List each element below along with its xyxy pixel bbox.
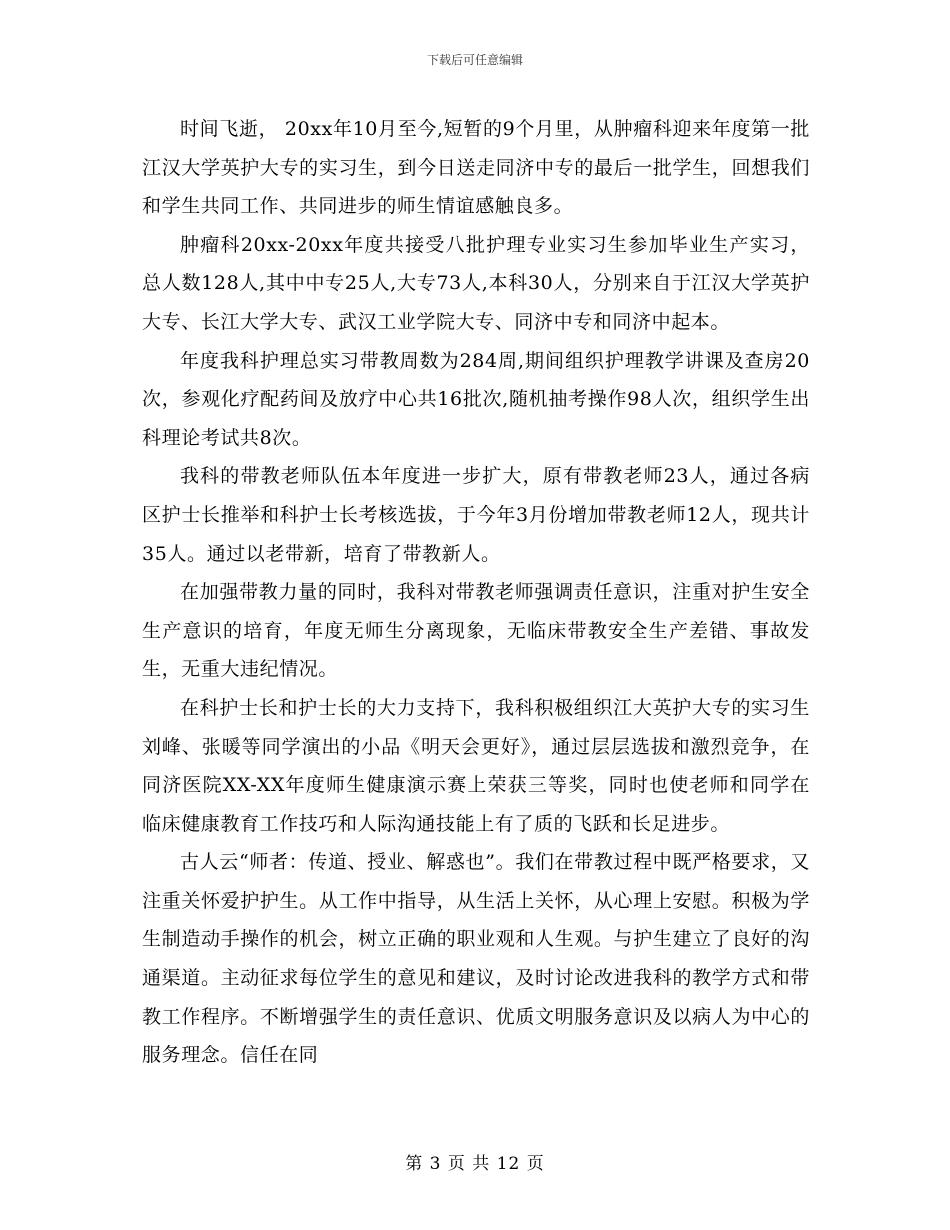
paragraph: 肿瘤科20xx-20xx年度共接受八批护理专业实习生参加毕业生产实习，总人数128人,其中中专25人,大专73人,本科30人，分别来自于江汉大学英护大专、长江大学大专、武汉工业学院大专、同济中专和同济中起本。 — [142, 233, 810, 333]
paragraph: 在科护士长和护士长的大力支持下，我科积极组织江大英护大专的实习生刘峰、张暖等同学演出的小品《明天会更好》，通过层层选拔和激烈竞争，在同济医院XX-XX年度师生健康演示赛上荣获三等奖，同时也使老师和同学在临床健康教育工作技巧和人际沟通技能上有了质的飞跃和长足进步。 — [142, 696, 810, 835]
paragraph: 在加强带教力量的同时，我科对带教老师强调责任意识，注重对护生安全生产意识的培育，年度无师生分离现象，无临床带教安全生产差错、事故发生，无重大违纪情况。 — [142, 581, 810, 681]
page-header-note: 下载后可任意编辑 — [426, 53, 523, 67]
paragraph: 年度我科护理总实习带教周数为284周,期间组织护理教学讲课及查房20次，参观化疗配药间及放疗中心共16批次,随机抽考操作98人次，组织学生出科理论考试共8次。 — [142, 349, 810, 449]
paragraph: 我科的带教老师队伍本年度进一步扩大，原有带教老师23人，通过各病区护士长推举和科护士长考核选拔，于今年3月份增加带教老师12人，现共计35人。通过以老带新，培育了带教新人。 — [142, 465, 810, 565]
document-body — [142, 110, 810, 1075]
paragraph: 时间飞逝， 20xx年10月至今,短暂的9个月里，从肿瘤科迎来年度第一批江汉大学英护大专的实习生，到今日送走同济中专的最后一批学生，回想我们和学生共同工作、共同进步的师生情谊感触良多。 — [142, 118, 810, 218]
paragraph: 古人云“师者：传道、授业、解惑也”。我们在带教过程中既严格要求，又注重关怀爱护护生。从工作中指导，从生活上关怀，从心理上安慰。积极为学生制造动手操作的机会，树立正确的职业观和人生观。与护生建立了良好的沟通渠道。主动征求每位学生的意见和建议，及时讨论改进我科的教学方式和带教工作程序。不断增强学生的责任意识、优质文明服务意识及以病人为中心的服务理念。信任在同 — [142, 851, 810, 1067]
page-number: 第 3 页 共 12 页 — [405, 1154, 545, 1174]
